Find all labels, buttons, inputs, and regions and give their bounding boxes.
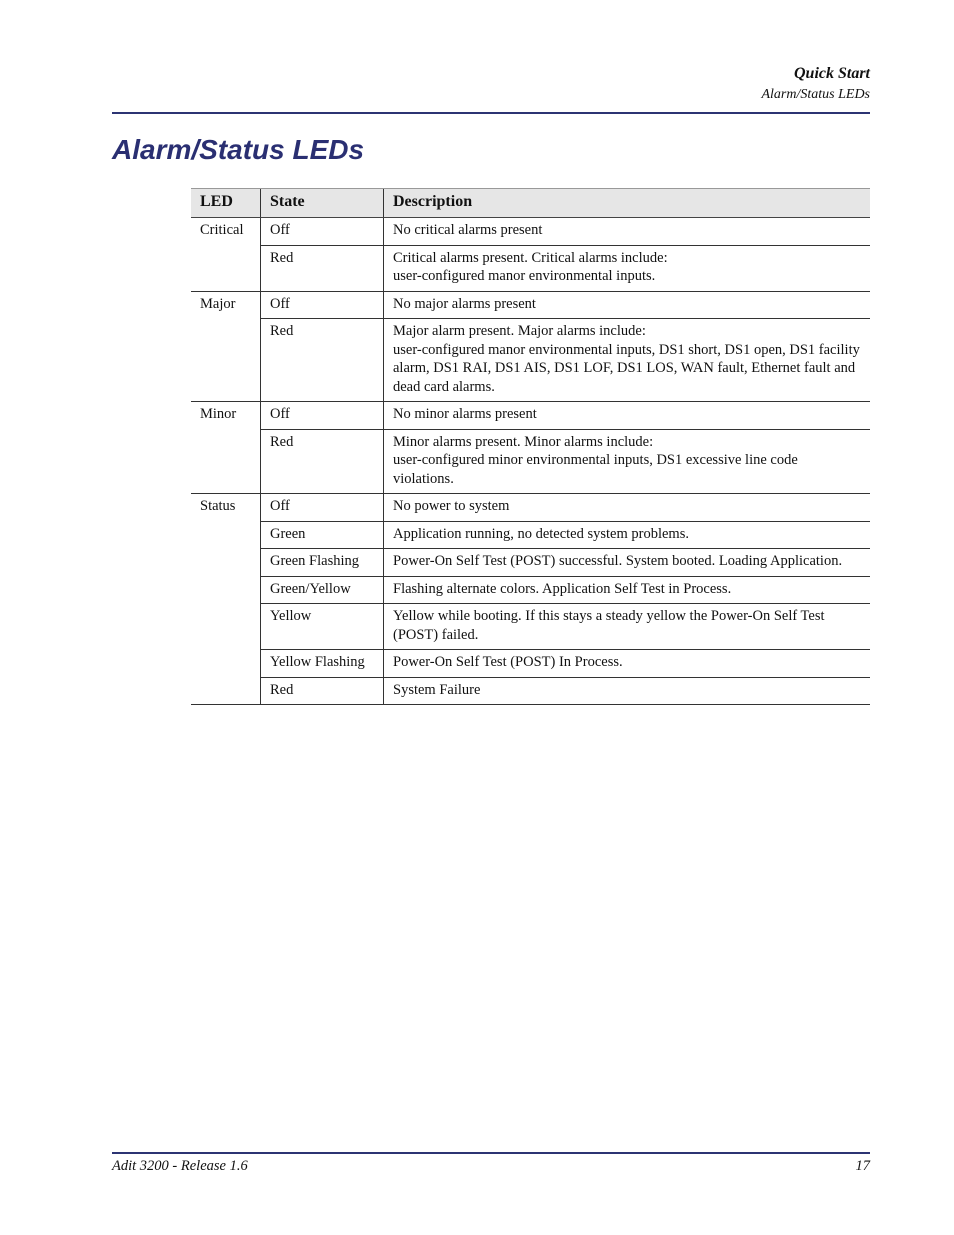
- table-header-row: [191, 189, 870, 218]
- description-cell: [384, 677, 871, 705]
- state-cell: Off: [261, 218, 384, 246]
- description-line: No power to system: [393, 498, 510, 514]
- description-line: Major alarm present. Major alarms include:: [393, 323, 646, 339]
- description-cell: [384, 521, 871, 549]
- description-line: Application running, no detected system problems.: [393, 525, 689, 542]
- state-cell: Red: [261, 429, 384, 494]
- column-header-led: LED: [191, 189, 261, 218]
- table-row: [191, 319, 870, 402]
- table-row: [191, 218, 870, 246]
- description-cell: [384, 245, 871, 291]
- description-line: user-configured manor environmental inputs.: [393, 268, 656, 284]
- description-cell: [384, 494, 871, 522]
- table-row: [191, 650, 870, 678]
- description-cell: [384, 429, 871, 494]
- table-row: [191, 549, 870, 577]
- description-line: Minor alarms present. Minor alarms include:: [393, 433, 654, 450]
- description-line: Power-On Self Test (POST) successful. System booted. Loading Application.: [393, 553, 843, 569]
- table-body: [191, 218, 870, 705]
- table-row: [191, 429, 870, 494]
- state-cell: Green Flashing: [261, 549, 384, 577]
- state-cell: Red: [261, 245, 384, 291]
- state-cell: Green: [261, 521, 384, 549]
- description-line: user-configured manor environmental inputs, DS1 short, DS1 open, DS1 facility alarm, DS1 RAI, DS1 AIS, DS1 LOF, DS1 LOS, WAN fault, Ethernet fault and dead card alarms.: [393, 341, 860, 395]
- description-line: user-configured minor environmental inputs, DS1 excessive line code violations.: [393, 452, 798, 487]
- table-row: [191, 576, 870, 604]
- state-cell: Off: [261, 402, 384, 430]
- description-cell: [384, 319, 871, 402]
- footer-product: Adit 3200 - Release 1.6: [112, 1158, 248, 1174]
- state-cell: Red: [261, 677, 384, 705]
- description-cell: [384, 402, 871, 430]
- description-cell: [384, 650, 871, 678]
- column-header-state: State: [261, 189, 384, 218]
- description-cell: [384, 549, 871, 577]
- state-cell: Off: [261, 291, 384, 319]
- column-header-description: Description: [384, 189, 871, 218]
- led-name-cell: Status: [191, 494, 261, 705]
- led-name-cell: Major: [191, 291, 261, 402]
- description-line: No critical alarms present: [393, 222, 543, 238]
- state-cell: Green/Yellow: [261, 576, 384, 604]
- led-name-cell: Critical: [191, 218, 261, 292]
- state-cell: Yellow Flashing: [261, 650, 384, 678]
- led-table: [191, 188, 870, 705]
- table-row: [191, 494, 870, 522]
- table-row: [191, 604, 870, 650]
- chapter-title: Quick Start: [793, 65, 870, 82]
- table-row: [191, 291, 870, 319]
- page-title: Alarm/Status LEDs: [112, 134, 365, 165]
- description-cell: [384, 576, 871, 604]
- description-line: No minor alarms present: [393, 406, 537, 422]
- page-number: 17: [855, 1158, 870, 1174]
- description-line: Power-On Self Test (POST) In Process.: [393, 654, 623, 670]
- table-row: [191, 402, 870, 430]
- state-cell: Off: [261, 494, 384, 522]
- running-header: [761, 64, 870, 104]
- led-name-cell: Minor: [191, 402, 261, 494]
- description-line: Flashing alternate colors. Application Self Test in Process.: [393, 580, 732, 597]
- description-cell: [384, 218, 871, 246]
- header-rule: [112, 112, 870, 114]
- description-cell: [384, 604, 871, 650]
- state-cell: Red: [261, 319, 384, 402]
- description-cell: [384, 291, 871, 319]
- table-row: [191, 521, 870, 549]
- section-title: Alarm/Status LEDs: [761, 87, 870, 102]
- table-row: [191, 677, 870, 705]
- state-cell: Yellow: [261, 604, 384, 650]
- table-row: [191, 245, 870, 291]
- description-line: Critical alarms present. Critical alarms include:: [393, 249, 668, 266]
- description-line: No major alarms present: [393, 295, 536, 312]
- description-line: System Failure: [393, 681, 481, 698]
- footer-rule: [112, 1152, 870, 1154]
- description-line: Yellow while booting. If this stays a steady yellow the Power-On Self Test (POST) failed.: [393, 608, 825, 643]
